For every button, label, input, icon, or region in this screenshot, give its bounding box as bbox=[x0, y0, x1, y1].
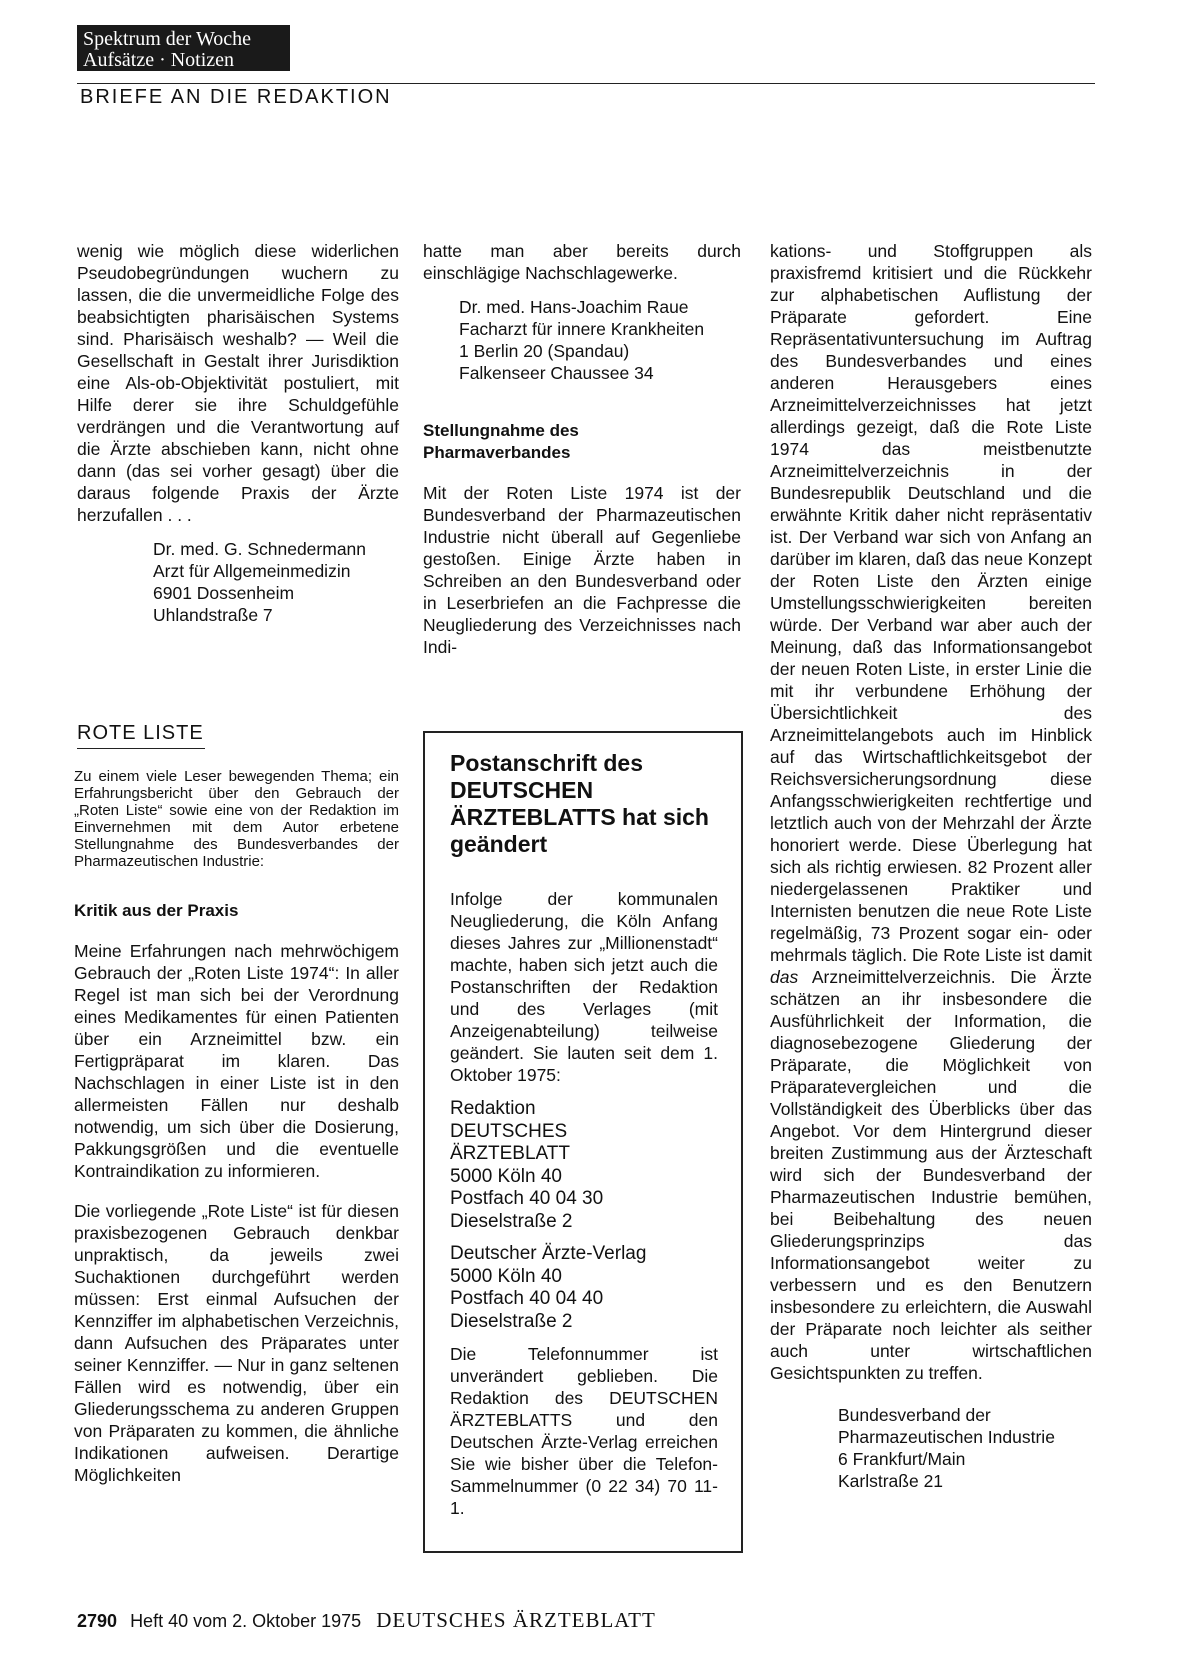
notice-paragraph-1: Infolge der kommunalen Neugliederung, die Köln Anfang dieses Jahres zur „Millionenstadt“ machte, haben sich jetzt auch die Postanschriften der Redaktion und des Verlages (mit Anzeigenabteilung) teilweise geändert. Sie lauten seit dem 1. Oktober 1975: bbox=[450, 889, 718, 1085]
address-line: Dieselstraße 2 bbox=[450, 1210, 573, 1232]
address-line: Dieselstraße 2 bbox=[450, 1310, 573, 1332]
emphasis: das bbox=[770, 967, 799, 987]
address-line: ÄRZTEBLATT bbox=[450, 1143, 570, 1164]
sig-line: Karlstraße 21 bbox=[838, 1471, 944, 1491]
sig-line: 1 Berlin 20 (Spandau) bbox=[459, 341, 630, 361]
signature-1 bbox=[153, 538, 399, 626]
sig-line: Uhlandstraße 7 bbox=[153, 605, 273, 625]
page-number: 2790 bbox=[77, 1611, 118, 1631]
footer bbox=[77, 1608, 656, 1633]
address-line: Redaktion bbox=[450, 1098, 536, 1119]
address-line: Deutscher Ärzte-Verlag bbox=[450, 1243, 647, 1264]
sig-line: Bundesverband der bbox=[838, 1405, 991, 1425]
rote-liste-intro: Zu einem viele Leser bewegenden Thema; ein Erfahrungsbericht über den Gebrauch der „Roten Liste“ sowie eine von der Redaktion im Einvernehmen mit dem Autor erbetene Stellungnahme des Bundesverbandes der Pharmazeutischen Industrie: bbox=[74, 768, 399, 870]
sig-line: Arzt für Allgemeinmedizin bbox=[153, 561, 351, 581]
notice-box-content bbox=[450, 888, 718, 1519]
stellungnahme-paragraph: Mit der Roten Liste 1974 ist der Bundesverband der Pharmazeutischen Industrie nicht überall auf Gegenliebe gestoßen. Einige Ärzte haben in Schreiben an den Bundesverband oder in Leserbriefen an die Fachpresse die Neugliederung des Verzeichnisses nach Indi- bbox=[423, 483, 741, 657]
kritik-paragraph-2: Die vorliegende „Rote Liste“ ist für diesen praxisbezogenen Gebrauch denkbar unpraktisch, da jeweils zwei Suchaktionen durchgeführt werden müssen: Erst einmal Aufsuchen der Kennziffer im alphabetischen Verzeichnis, dann Aufsuchen des Präparates unter seiner Kennziffer. — Nur in ganz seltenen Fällen wird es notwendig, über ein Gliederungsschema zu anderen Gruppen von Präparaten zu kommen, die ähnliche Indikationen aufweisen. Derartige Möglichkeiten bbox=[74, 1201, 399, 1485]
magazine-name: DEUTSCHES ÄRZTEBLATT bbox=[376, 1608, 656, 1632]
sig-line: Dr. med. Hans-Joachim Raue bbox=[459, 297, 689, 317]
sig-line: Facharzt für innere Krankheiten bbox=[459, 319, 705, 339]
letter-text-end: hatte man aber bereits durch einschlägige Nachschlagewerke. bbox=[423, 241, 741, 283]
sig-line: Falkenseer Chaussee 34 bbox=[459, 363, 654, 383]
address-line: Postfach 40 04 40 bbox=[450, 1288, 604, 1309]
section-title: BRIEFE AN DIE REDAKTION bbox=[80, 86, 392, 108]
rote-liste-rule bbox=[77, 748, 205, 749]
address-line: 5000 Köln 40 bbox=[450, 1165, 562, 1187]
column-2-top bbox=[423, 240, 741, 658]
issue-info: Heft 40 vom 2. Oktober 1975 bbox=[130, 1611, 362, 1631]
column-1-top bbox=[77, 240, 399, 626]
heading-line: Pharmaverbandes bbox=[423, 443, 571, 462]
text-part: Arzneimittelverzeichnis. Die Ärzte schätzen an ihr insbesondere die Ausführlichkeit der Information, die diagnosebezogene Gliederung der Präparate, die Möglichkeit von Präparatevergleichen und die Vollständigkeit des Überblicks über das Angebot. Vor dem Hintergrund dieser breiten Zustimmung aus der Ärzteschaft wird sich der Bundesverband der Pharmazeutischen Industrie bemühen, bei Beibehaltung des neuen Gliederungsprinzips das Informationsangebot weiter zu verbessern und es den Benutzern insbesondere zu erleichtern, die Auswahl der Präparate noch leichter als seither auch unter wirtschaftlichen Gesichtspunkten zu treffen. bbox=[770, 967, 1092, 1383]
header-line2: Aufsätze · Notizen bbox=[83, 49, 235, 71]
column-1-bottom bbox=[74, 768, 399, 1486]
address-line: 5000 Köln 40 bbox=[450, 1265, 562, 1287]
column-3 bbox=[770, 240, 1092, 1492]
stellungnahme-heading bbox=[423, 420, 741, 464]
header-line1: Spektrum der Woche bbox=[83, 28, 251, 50]
header-rule bbox=[77, 83, 1095, 84]
notice-paragraph-2: Die Telefonnummer ist unverändert geblieben. Die Redaktion des DEUTSCHEN ÄRZTEBLATTS und den Deutschen Ärzte-Verlag erreichen Sie wie bisher über die Telefon-Sammelnummer (0 22 34) 70 11-1. bbox=[450, 1344, 718, 1518]
address-redaktion bbox=[450, 1098, 718, 1233]
kritik-paragraph-1: Meine Erfahrungen nach mehrwöchigem Gebrauch der „Roten Liste 1974“: In aller Regel ist man sich bei der Verordnung eines Medikamentes für einen Patienten über ein Arzneimittel bzw. ein Fertigpräparat im klaren. Das Nachschlagen in einer Liste ist in den allermeisten Fällen nur deshalb notwendig, um sich über die Dosierung, Pakkungsgrößen und die eventuelle Kontraindikation zu informieren. bbox=[74, 941, 399, 1181]
text-part: kations- und Stoffgruppen als praxisfremd kritisiert und die Rückkehr zur alphabetischen Auflistung der Präparate gefordert. Eine Repräsentativuntersuchung im Auftrag des Bundesverbandes und eines anderen Herausgebers eines Arzneimittelverzeichnisses hat jetzt allerdings gezeigt, daß die Rote Liste 1974 das meistbenutzte Arzneimittelverzeichnis in der Bundesrepublik Deutschland und die erwähnte Kritik daher nicht repräsentativ ist. Der Verband war sich von Anfang an darüber im klaren, daß das neue Konzept der Roten Liste den Ärzten einige Umstellungsschwierigkeiten bereiten würde. Der Verband war aber auch der Meinung, daß das Informationsangebot der neuen Roten Liste, in erster Linie die mit ihr verbundene Erhöhung der Übersichtlichkeit des Arzneimittelangebots auch im Hinblick auf das Wirtschaftlichkeitsgebot der Reichsversicherungsordnung diese Anfangsschwierigkeiten rechtfertige und letztlich auch von der Mehrzahl der Ärzte honoriert werde. Diese Überlegung hat sich als richtig erwiesen. 82 Prozent aller niedergelassenen Praktiker und Internisten benutzen die neue Rote Liste regelmäßig, 73 Prozent sogar ein- oder mehrmals täglich. Die Rote Liste ist damit bbox=[770, 241, 1092, 965]
address-verlag bbox=[450, 1243, 718, 1333]
notice-box-title: Postanschrift des DEUTSCHEN ÄRZTEBLATTS hat sich geändert bbox=[450, 750, 709, 857]
header-badge bbox=[77, 25, 290, 71]
address-line: DEUTSCHES bbox=[450, 1120, 568, 1142]
sig-line: 6901 Dossenheim bbox=[153, 583, 295, 603]
rote-liste-title: ROTE LISTE bbox=[77, 722, 204, 744]
heading-line: Stellungnahme des bbox=[423, 421, 579, 440]
sig-line: 6 Frankfurt/Main bbox=[838, 1449, 966, 1469]
kritik-heading: Kritik aus der Praxis bbox=[74, 901, 239, 920]
sig-line: Dr. med. G. Schnedermann bbox=[153, 539, 367, 559]
letter-text: wenig wie möglich diese widerlichen Pseudobegründungen wuchern zu lassen, die die unvermeidliche Folge des beabsichtigten pharisäischen Systems sind. Pharisäisch weshalb? — Weil die Gesellschaft in Gestalt ihrer Jurisdiktion eine Als-ob-Objektivität postuliert, mit Hilfe derer sie ihre Schuldgefühle verdrängen und die Verantwortung auf die Ärzte abschieben kann, nicht ohne dann (das sei vorher gesagt) über die daraus folgende Praxis der Ärzte herzufallen . . . bbox=[77, 241, 399, 525]
signature-3 bbox=[838, 1404, 1092, 1492]
stellungnahme-continuation bbox=[770, 240, 1092, 1384]
signature-2 bbox=[459, 296, 741, 384]
sig-line: Pharmazeutischen Industrie bbox=[838, 1427, 1055, 1447]
address-line: Postfach 40 04 30 bbox=[450, 1188, 604, 1209]
